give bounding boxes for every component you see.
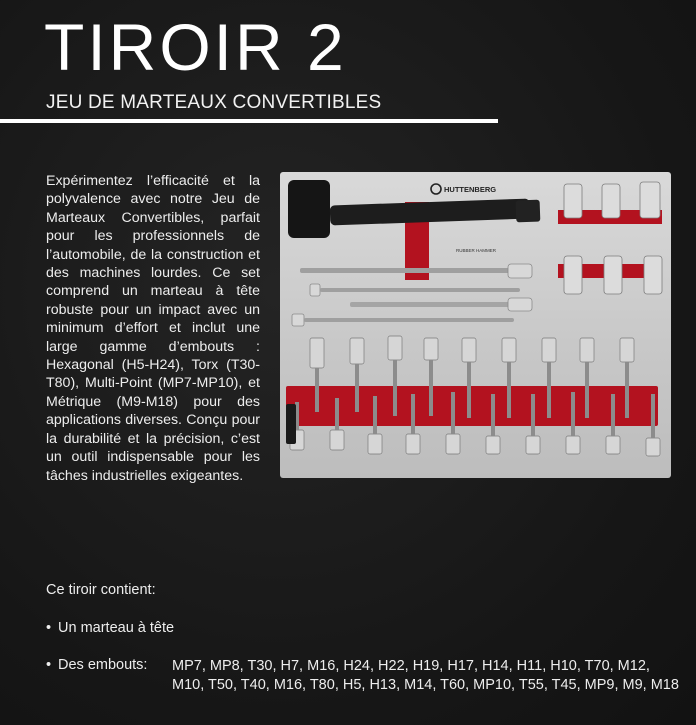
bullet-icon: • bbox=[46, 620, 52, 636]
bullet-icon: • bbox=[46, 657, 52, 673]
hammer-item-text: Un marteau à tête bbox=[58, 620, 175, 636]
foam-slot-bits bbox=[286, 386, 658, 426]
page-title: TIROIR 2 bbox=[44, 10, 347, 84]
large-sockets bbox=[564, 182, 662, 294]
bits-label: Des embouts: bbox=[58, 657, 148, 673]
drawer-tray-photo bbox=[280, 172, 671, 478]
page-subtitle: JEU DE MARTEAUX CONVERTIBLES bbox=[46, 92, 382, 113]
title-divider bbox=[0, 119, 498, 123]
contents-heading: Ce tiroir contient: bbox=[46, 582, 156, 598]
tray-illustration bbox=[280, 172, 671, 478]
list-item-hammer bbox=[46, 620, 174, 636]
hammer-label: RUBBER HAMMER bbox=[456, 248, 497, 253]
bits-list: MP7, MP8, T30, H7, M16, H24, H22, H19, H17, H14, H11, H10, T70, M12, M10, T50, T40, M16, T80, H5, H13, M14, T60, MP10, T55, T45, MP9, M9, M18 bbox=[172, 658, 679, 693]
list-item-bits bbox=[46, 657, 686, 693]
brand-logo bbox=[431, 184, 496, 194]
product-description: Expérimentez l’efficacité et la polyvalence avec notre Jeu de Marteaux Convertibles, parfait pour les professionnels de l’automobile, de la construction et des machines lourdes. Ce set comprend un marteau à tête robuste pour un impact avec un minimum d’effort et inclut une large gamme d’embouts : Hexagonal (H5-H24), Torx (T30-T80), Multi-Point (MP7-MP10), et Métrique (M9-M18) pour des applications diverses. Conçu pour la durabilité et la précision, c’est un outil indispensable pour les tâches industrielles exigeantes. bbox=[46, 173, 260, 484]
brand-text: HUTTENBERG bbox=[444, 185, 497, 194]
